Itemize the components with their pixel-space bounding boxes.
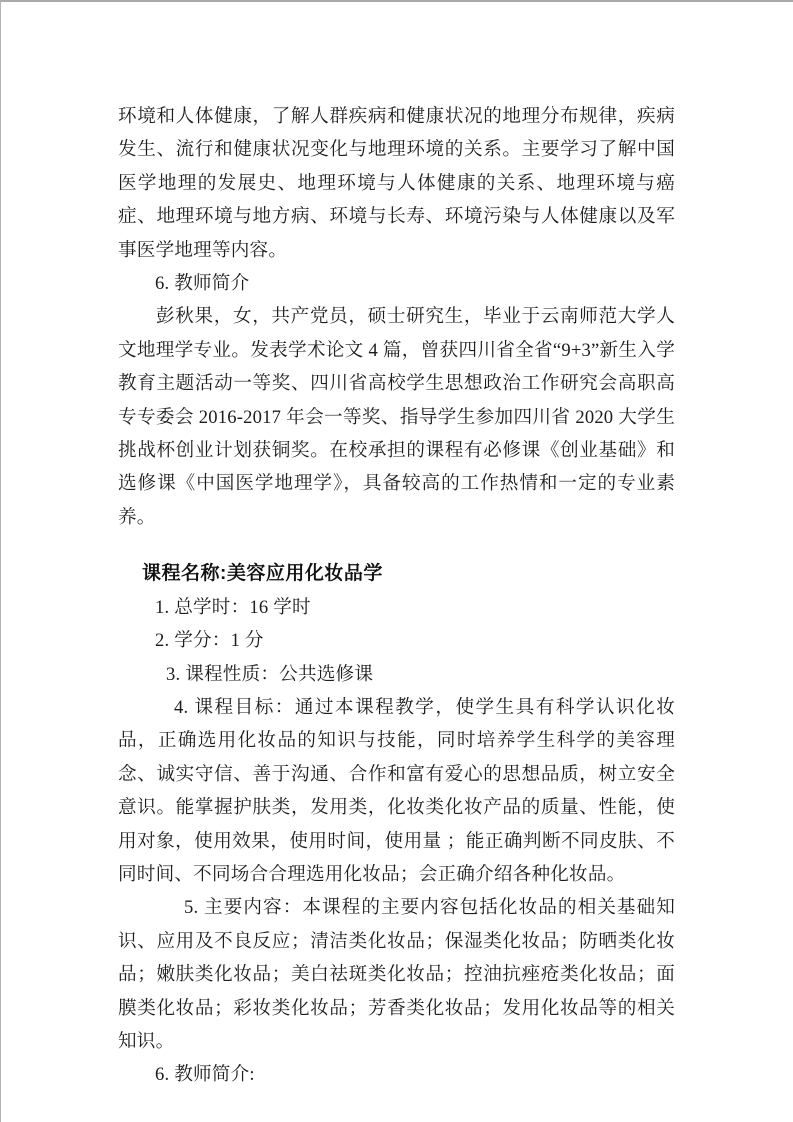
item-total-hours: 1. 总学时：16 学时 <box>155 596 311 618</box>
heading-teacher-intro-cosmetics-course: 6. 教师简介: <box>155 1064 255 1086</box>
paragraph-course-goal: 4. 课程目标：通过本课程教学，使学生具有科学认识化妆品，正确选用化妆品的知识与技能，同时培养学生科学的美容理念、诚实守信、善于沟通、合作和富有爱心的思想品质，树立安全意识。能掌握护肤类，发用类，化妆类化妆产品的质量、性能，使用对象，使用效果，使用时间，使用量 ；能正确判断不同皮肤、不同时间、不同场合合理选用化妆品；会正确介绍各种化妆品。 <box>118 696 675 885</box>
item-course-type: 3. 课程性质：公共选修课 <box>166 663 374 685</box>
course-title-cosmetics: 课程名称:美容应用化妆品学 <box>142 563 383 585</box>
paragraph-medical-geography-summary: 环境和人体健康，了解人群疾病和健康状况的地理分布规律，疾病发生、流行和健康状况变化与地理环境的关系。主要学习了解中国医学地理的发展史、地理环境与人体健康的关系、地理环境与癌症、地理环境与地方病、环境与长寿、环境污染与人体健康以及军事医学地理等内容。 <box>118 106 675 261</box>
item-credit: 2. 学分：1 分 <box>155 630 264 652</box>
paragraph-main-content: 5. 主要内容：本课程的主要内容包括化妆品的相关基础知识、应用及不良反应；清洁类化妆品；保湿类化妆品；防晒类化妆品；嫩肤类化妆品；美白祛斑类化妆品；控油抗痤疮类化妆品；面膜类化妆品；彩妆类化妆品；芳香类化妆品；发用化妆品等的相关知识。 <box>118 897 675 1052</box>
heading-teacher-intro-geography-course: 6. 教师简介 <box>155 273 250 295</box>
paragraph-teacher-bio: 彭秋果，女，共产党员，硕士研究生，毕业于云南师范大学人文地理学专业。发表学术论文 4 篇，曾获四川省全省“9+3”新生入学教育主题活动一等奖、四川省高校学生思想政治工作研究会高职高专专委会 2016-2017 年会一等奖、指导学生参加四川省 2020 大学生挑战杯创业计划获铜奖。在校承担的课程有必修课《创业基础》和选修课《中国医学地理学》，具备较高的工作热情和一定的专业素养。 <box>118 306 675 528</box>
